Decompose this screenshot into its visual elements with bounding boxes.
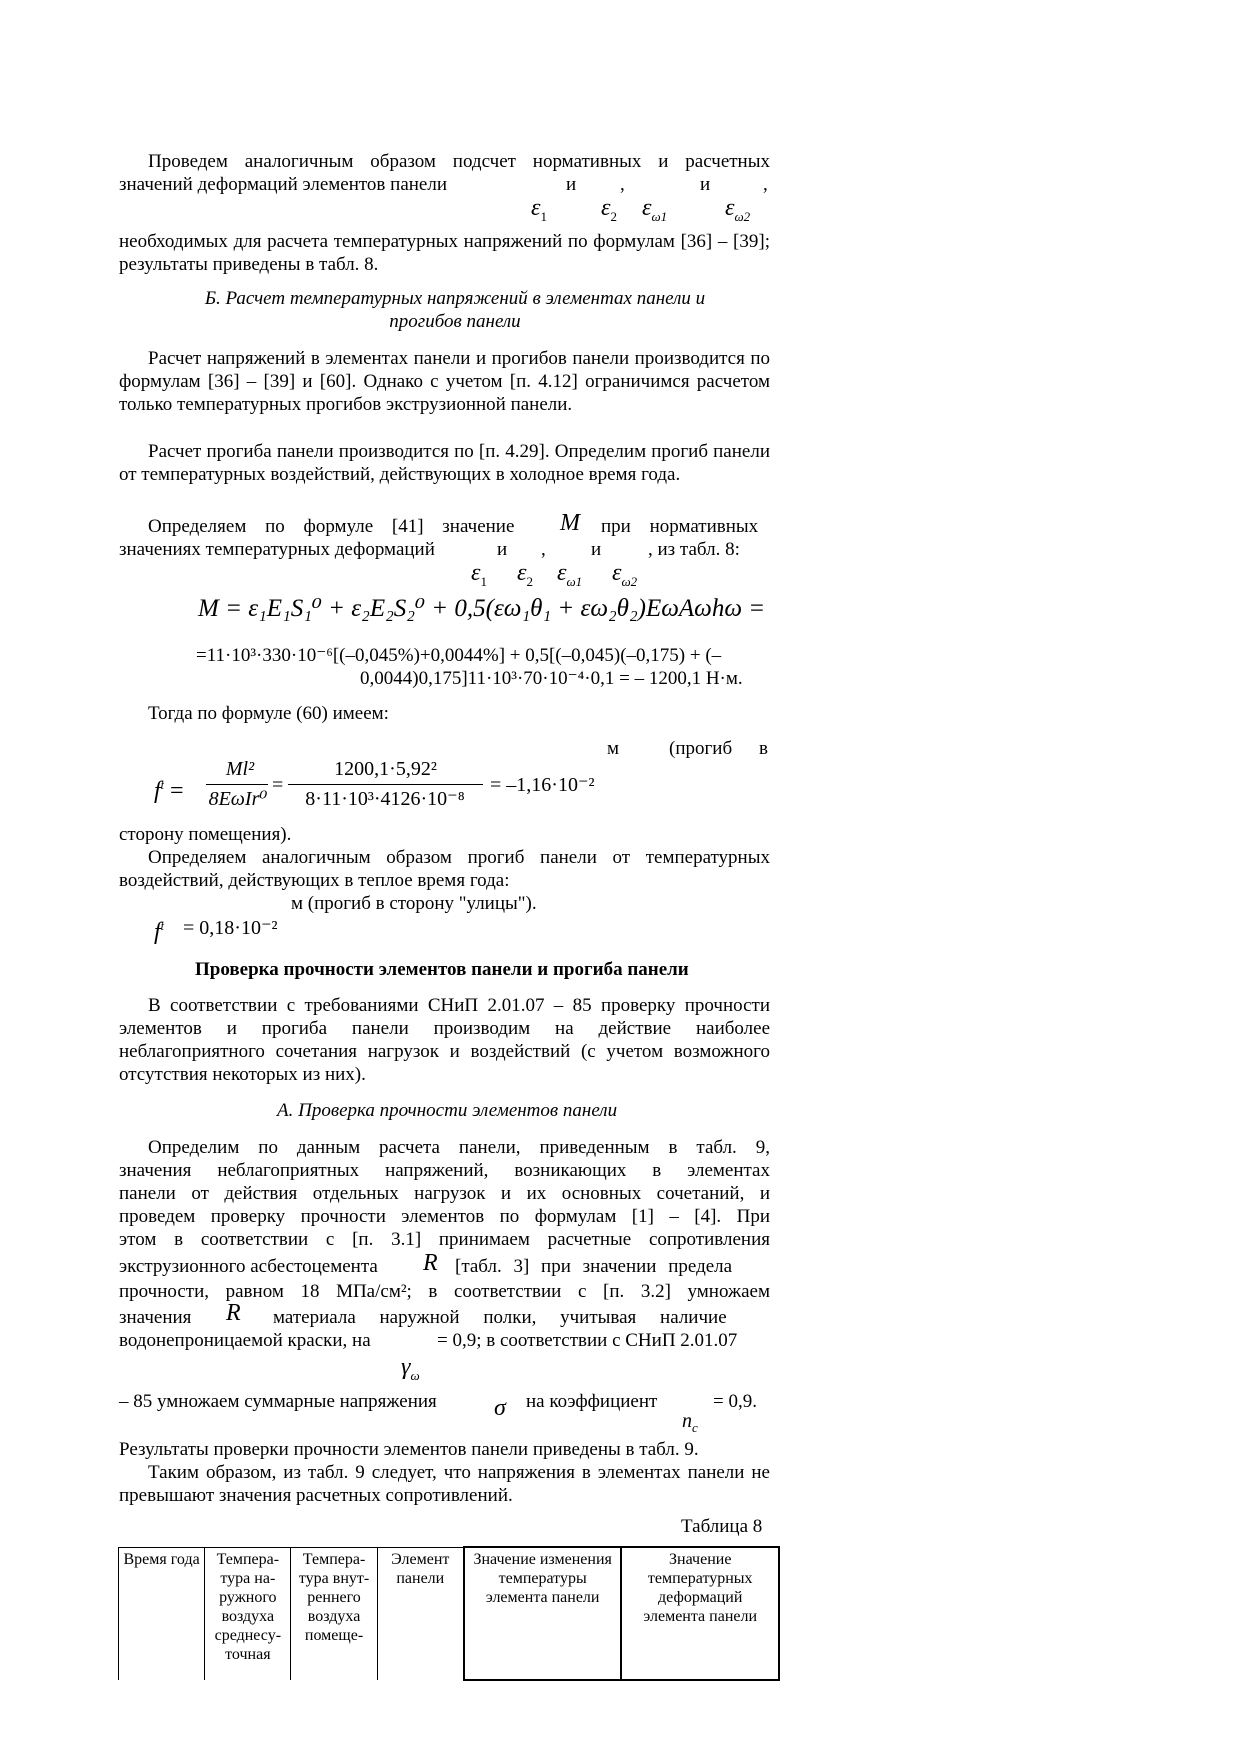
table-8 — [118, 1546, 780, 1681]
comma-text: , — [541, 539, 546, 560]
conjunction-text: и — [497, 539, 508, 560]
paragraph-continued: необходимых для расчета температурных напряжений по формулам [36] – [39]; результаты приведены в табл. 8. — [119, 231, 770, 275]
header-text: Темпера-тура внут-реннего воздуха помеще- — [298, 1550, 370, 1644]
header-text: Темпера-тура на-ружного воздуха среднесу-точная — [214, 1550, 282, 1663]
fraction-bar — [288, 784, 483, 785]
paragraph-text: материала наружной полки, учитывая наличие — [273, 1307, 727, 1328]
epsilon-w1-symbol: $\varepsilon_{\omega 1}$ — [557, 560, 583, 589]
paragraph-text: = 0,9. — [713, 1391, 757, 1412]
paragraph-text: (прогиб — [669, 738, 733, 759]
header-text: Элемент панели — [391, 1550, 450, 1587]
table-header-cell — [621, 1547, 779, 1680]
deflection-symbol: $f^t$ — [154, 919, 165, 945]
header-text: Время года — [123, 1550, 200, 1568]
resistance-R-symbol: R — [423, 1250, 438, 1276]
table-header-cell — [205, 1547, 291, 1680]
fraction-numerator: Ml² — [225, 758, 255, 780]
paragraph-text: [табл. 3] при значении предела — [455, 1256, 733, 1277]
paragraph-line: Определим по данным расчета панели, приведенным в табл. 9, — [148, 1137, 770, 1158]
epsilon-2-symbol: $\varepsilon_2$ — [517, 560, 533, 589]
table-header-cell — [291, 1547, 377, 1680]
paragraph: В соответствии с требованиями СНиП 2.01.07 – 85 проверку прочности элементов и прогиба панели производим на действие наиболее неблагоприятного сочетания нагрузок и воздействий (с учетом возможного отсутствия некоторых из них). — [119, 995, 770, 1085]
epsilon-2-symbol: $\varepsilon_2$ — [601, 195, 617, 224]
n-c-symbol: $n_c$ — [682, 1410, 698, 1435]
equals-sign: = — [272, 774, 284, 796]
paragraph-text: – 85 умножаем суммарные напряжения — [119, 1391, 437, 1412]
header-text: Значение изменения температуры элемента панели — [473, 1551, 612, 1606]
fraction-denominator: 8EωIr⁰ — [208, 788, 268, 810]
fraction-denominator: 8·11·10³·4126·10⁻⁸ — [305, 788, 465, 810]
paragraph-line: значения неблагоприятных напряжений, возникающих в элементах — [119, 1160, 770, 1181]
fraction-numerator: 1200,1·5,92² — [334, 758, 437, 780]
conjunction-text: и — [700, 174, 711, 195]
resistance-R-symbol: R — [226, 1300, 241, 1326]
section-heading-check: Проверка прочности элементов панели и прогиба панели — [195, 959, 689, 980]
paragraph-text: в — [759, 738, 768, 759]
table-header-cell — [464, 1547, 622, 1680]
calculation-line: =11·10³·330·10⁻⁶[(–0,045%)+0,0044%] + 0,5[(–0,045)(–0,175) + (– — [196, 645, 722, 666]
paragraph: Таким образом, из табл. 9 следует, что напряжения в элементах панели не превышают значения расчетных сопротивлений. — [119, 1462, 770, 1506]
header-text: Значение температурных деформаций элемента панели — [643, 1551, 758, 1625]
conjunction-text: и — [566, 174, 577, 195]
paragraph-line: панели от действия отдельных нагрузок и их основных сочетаний, и — [119, 1183, 770, 1204]
paragraph: Расчет прогиба панели производится по [п. 4.29]. Определим прогиб панели от температурных воздействий, действующих в холодное время года. — [119, 441, 770, 485]
paragraph-text: м (прогиб в сторону "улицы"). — [291, 893, 537, 914]
paragraph: Расчет напряжений в элементах панели и прогибов панели производится по формулам [36] – [39] и [60]. Однако с учетом [п. 4.12] ограничимся расчетом только температурных прогибов экструзионной панели. — [119, 348, 770, 415]
paragraph-text: Тогда по формуле (60) имеем: — [148, 703, 389, 724]
epsilon-w2-symbol: $\varepsilon_{\omega 2}$ — [612, 560, 638, 589]
conjunction-text: и — [591, 539, 602, 560]
paragraph: Определяем аналогичным образом прогиб панели от температурных воздействий, действующих в теплое время года: — [119, 847, 770, 891]
paragraph-text: при нормативных — [601, 516, 759, 537]
paragraph-line: Проведем аналогичным образом подсчет нормативных и расчетных — [148, 151, 770, 172]
fraction-bar — [206, 784, 268, 785]
table-header-cell — [119, 1547, 205, 1680]
unit-text: м — [607, 738, 620, 759]
paragraph-text: = 0,9; в соответствии с СНиП 2.01.07 — [437, 1330, 738, 1351]
epsilon-w1-symbol: $\varepsilon_{\omega 1}$ — [642, 195, 668, 224]
paragraph-text: Определяем по формуле [41] значение — [148, 516, 515, 537]
paragraph-text: значения — [119, 1307, 192, 1328]
paragraph-text: значений деформаций элементов панели — [119, 174, 448, 195]
section-heading-a: А. Проверка прочности элементов панели — [277, 1100, 618, 1121]
table-caption: Таблица 8 — [681, 1516, 763, 1537]
comma-text: , — [620, 174, 625, 195]
epsilon-1-symbol: $\varepsilon_1$ — [531, 195, 547, 224]
paragraph-text: значениях температурных деформаций — [119, 539, 435, 560]
paragraph-text: сторону помещения). — [119, 824, 292, 845]
deflection-symbol: $f^t$ = — [154, 778, 184, 804]
table-header-cell — [377, 1547, 464, 1680]
gamma-omega-symbol: $\gamma_\omega$ — [401, 1354, 420, 1383]
section-heading-b: Б. Расчет температурных напряжений в элементах панели и прогибов панели — [204, 288, 706, 332]
paragraph-text: Результаты проверки прочности элементов панели приведены в табл. 9. — [119, 1439, 699, 1460]
paragraph-text: на коэффициент — [526, 1391, 658, 1412]
paragraph-text: , из табл. 8: — [648, 539, 740, 560]
paragraph-line: проведем проверку прочности элементов по формулам [1] – [4]. При — [119, 1206, 770, 1227]
moment-M-symbol: M — [560, 510, 580, 536]
comma-text: , — [763, 174, 768, 195]
paragraph-line: этом в соответствии с [п. 3.1] принимаем расчетные сопротивления — [119, 1229, 770, 1250]
table-header-row — [119, 1547, 780, 1680]
paragraph-line: прочности, равном 18 МПа/см²; в соответствии с [п. 3.2] умножаем — [119, 1281, 770, 1302]
paragraph-text: водонепроницаемой краски, на — [119, 1330, 371, 1351]
calculation-line: 0,0044)0,175]11·10³·70·10⁻⁴·0,1 = – 1200,1 Н·м. — [360, 668, 743, 689]
epsilon-1-symbol: $\varepsilon_1$ — [471, 560, 487, 589]
moment-formula: M = ε₁E₁S₁⁰ + ε₂E₂S₂⁰ + 0,5(εω₁θ₁ + εω₂θ₂)EωAωhω = — [198, 595, 766, 622]
deflection-result: = 0,18·10⁻² — [183, 917, 278, 939]
paragraph-text: экструзионного асбестоцемента — [119, 1256, 378, 1277]
deflection-result: = –1,16·10⁻² — [490, 774, 595, 796]
sigma-symbol: σ — [494, 1395, 506, 1421]
epsilon-w2-symbol: $\varepsilon_{\omega 2}$ — [725, 195, 751, 224]
